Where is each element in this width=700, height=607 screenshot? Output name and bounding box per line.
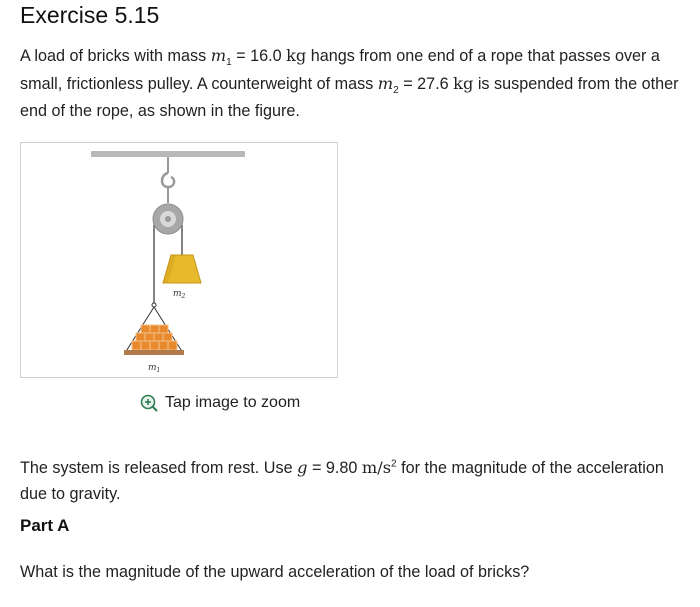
problem-statement [20, 42, 685, 125]
sling-ring [152, 303, 156, 307]
ceiling-bar [91, 151, 245, 157]
pulley-diagram [21, 143, 339, 379]
exercise-title: Exercise 5.15 [20, 2, 160, 28]
g-value: = 9.80 [307, 459, 362, 477]
m1-value: = 16.0 [231, 47, 287, 65]
intro-text-3: is suspended from the other end of the rope, as shown in the figure. [20, 75, 679, 120]
label-m1: $m_1$ [148, 363, 161, 374]
m2-symbol: m [377, 74, 394, 93]
brick-platform [124, 350, 184, 355]
g-unit: m/s [361, 458, 392, 477]
release-text-1: The system is released from rest. Use [20, 459, 298, 477]
zoom-link[interactable] [140, 392, 300, 414]
g-unit-exponent: 2 [391, 458, 397, 470]
m2-subscript: 2 [393, 85, 399, 97]
m2-unit: kg [453, 74, 474, 93]
hook [162, 173, 174, 187]
label-m2: $m_2$ [173, 289, 186, 300]
zoom-in-icon [140, 394, 158, 412]
m1-unit: kg [286, 46, 307, 65]
release-statement [20, 455, 685, 507]
pulley-figure[interactable] [20, 142, 338, 378]
m2-value: = 27.6 [398, 75, 454, 93]
pulley-axle [165, 216, 171, 222]
g-symbol: g [297, 458, 308, 477]
part-a-question: What is the magnitude of the upward acceleration of the load of bricks? [20, 563, 530, 581]
m1-symbol: m [210, 46, 227, 65]
bricks-m1 [132, 325, 177, 350]
intro-text-1: A load of bricks with mass [20, 47, 211, 65]
m1-subscript: 1 [226, 57, 232, 69]
release-text-2: for the magnitude of the acceleration due to gravity. [20, 459, 664, 503]
part-a-heading: Part A [20, 516, 70, 535]
zoom-label: Tap image to zoom [165, 394, 301, 411]
intro-text-2: hangs from one end of a rope that passes over a small, frictionless pulley. A counterweight of mass [20, 47, 660, 93]
